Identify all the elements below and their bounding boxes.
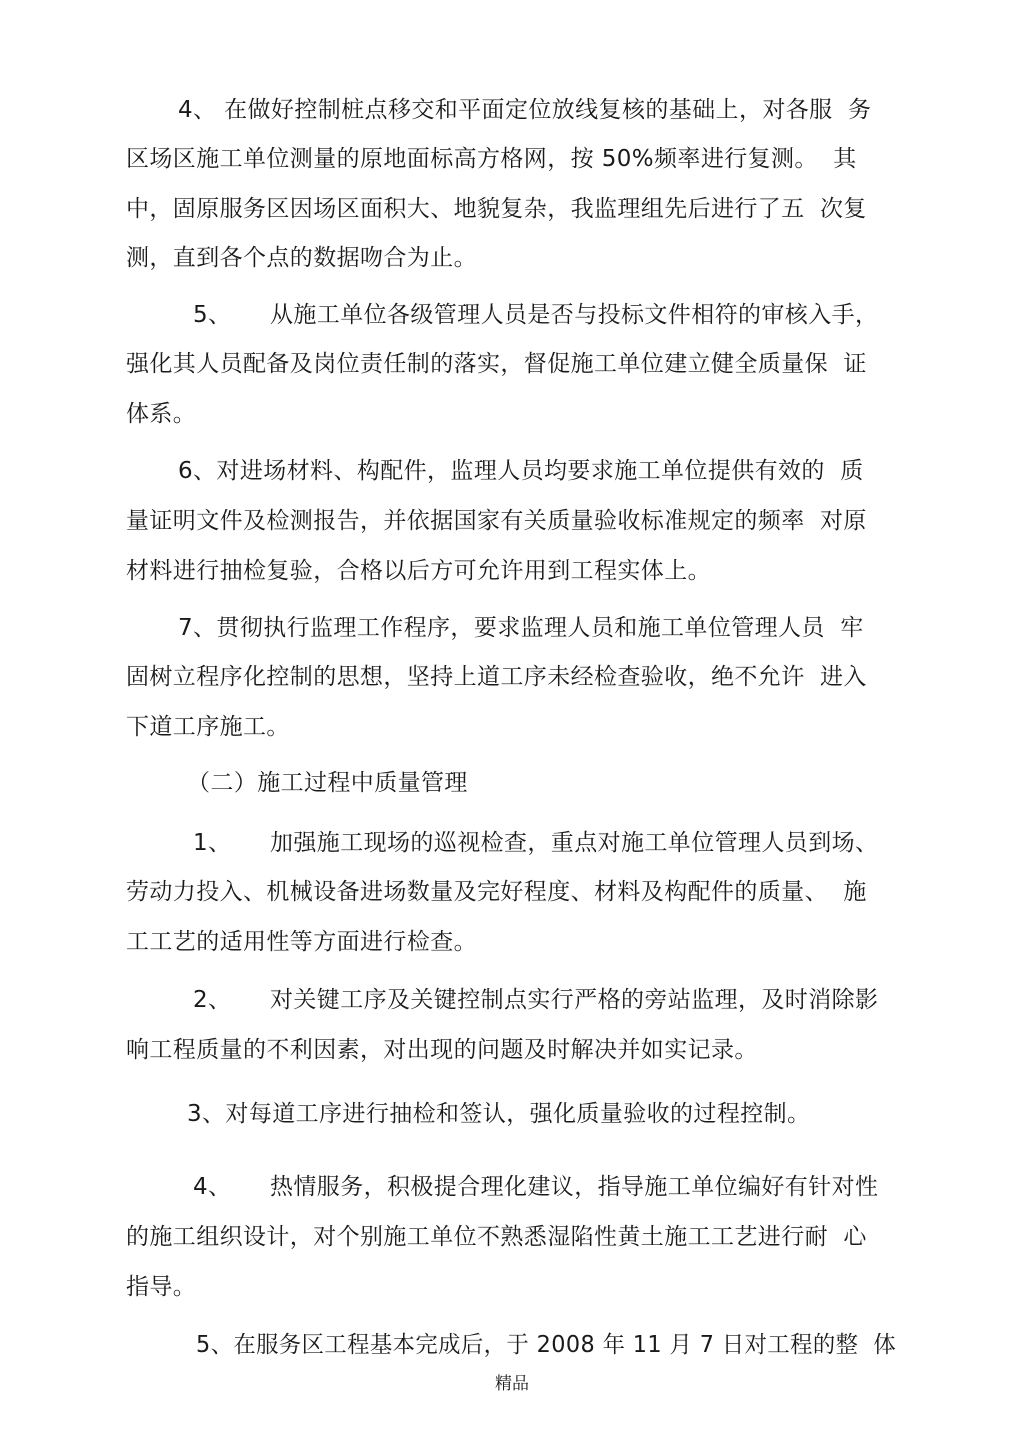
text-line: 工工艺的适用性等方面进行检查。 bbox=[126, 929, 477, 955]
text-line: 1、 加强施工现场的巡视检查，重点对施工单位管理人员到场、 bbox=[193, 830, 879, 856]
text-line: 5、 从施工单位各级管理人员是否与投标文件相符的审核入手， bbox=[193, 302, 879, 328]
text-line: 下道工序施工。 bbox=[126, 714, 290, 740]
text-line: 测，直到各个点的数据吻合为止。 bbox=[126, 245, 477, 271]
text-line: 体系。 bbox=[126, 401, 197, 427]
text-line: 的施工组织设计，对个别施工单位不熟悉湿陷性黄土施工工艺进行耐 心 bbox=[126, 1224, 867, 1250]
text-line: 量证明文件及检测报告，并依据国家有关质量验收标准规定的频率 对原 bbox=[126, 508, 867, 534]
text-line: 5、在服务区工程基本完成后，于 2008 年 11 月 7 日对工程的整 体 bbox=[196, 1332, 897, 1358]
text-line: 7、贯彻执行监理工作程序，要求监理人员和施工单位管理人员 牢 bbox=[178, 615, 864, 641]
text-line: 强化其人员配备及岗位责任制的落实，督促施工单位建立健全质量保 证 bbox=[126, 351, 867, 377]
text-line: 固树立程序化控制的思想，坚持上道工序未经检查验收，绝不允许 进入 bbox=[126, 664, 867, 690]
text-line: 2、 对关键工序及关键控制点实行严格的旁站监理，及时消除影 bbox=[193, 987, 879, 1013]
text-line: 劳动力投入、机械设备进场数量及完好程度、材料及构配件的质量、 施 bbox=[126, 879, 867, 905]
page-footer: 精品 bbox=[495, 1374, 529, 1394]
text-line: 中，固原服务区因场区面积大、地貌复杂，我监理组先后进行了五 次复 bbox=[126, 196, 867, 222]
text-line: 6、对进场材料、构配件，监理人员均要求施工单位提供有效的 质 bbox=[178, 458, 864, 484]
text-line: 区场区施工单位测量的原地面标高方格网，按 50%频率进行复测。 其 bbox=[126, 146, 857, 172]
text-line: 3、对每道工序进行抽检和签认，强化质量验收的过程控制。 bbox=[187, 1101, 811, 1127]
text-line: 4、 热情服务，积极提合理化建议，指导施工单位编好有针对性 bbox=[193, 1174, 879, 1200]
text-line: 材料进行抽检复验，合格以后方可允许用到工程实体上。 bbox=[126, 558, 711, 584]
text-line: 指导。 bbox=[126, 1274, 197, 1300]
text-line: 4、 在做好控制桩点移交和平面定位放线复核的基础上，对各服 务 bbox=[178, 97, 872, 123]
section-heading: （二）施工过程中质量管理 bbox=[187, 770, 468, 796]
text-line: 响工程质量的不利因素，对出现的问题及时解决并如实记录。 bbox=[126, 1037, 758, 1063]
